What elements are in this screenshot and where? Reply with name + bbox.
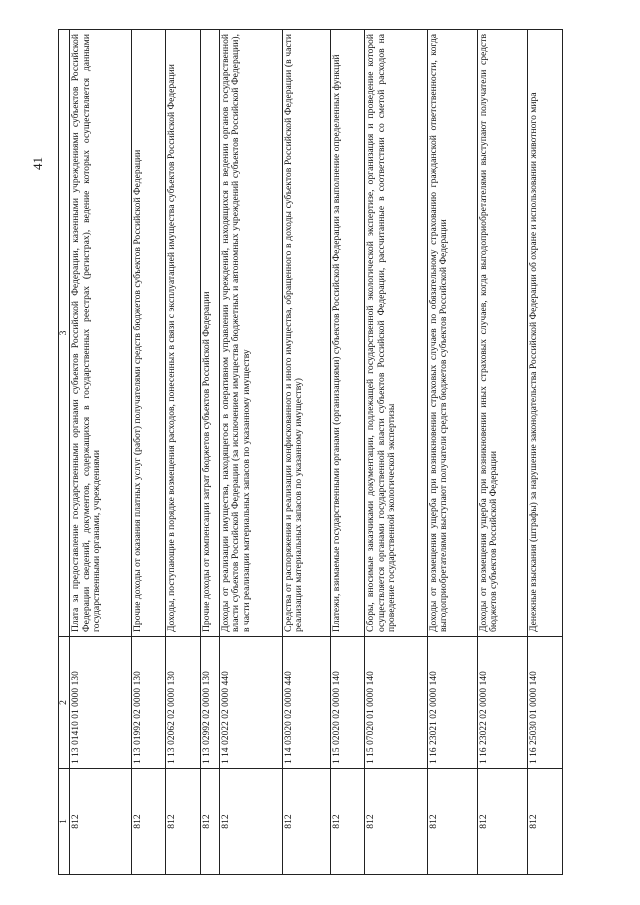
- revenue-name-cell: Платежи, взимаемые государственными органами (организациями) субъектов Российской Федерации за выполнение определенных функций: [330, 30, 365, 637]
- revenue-code-cell: 1 13 02062 02 0000 130: [166, 637, 201, 769]
- revenue-name-cell: Доходы, поступающие в порядке возмещения расходов, понесенных в связи с эксплуатацией имущества субъектов Российской Федерации: [166, 30, 201, 637]
- header-col-2: 2: [59, 637, 70, 769]
- table-row: [70, 30, 131, 875]
- table-row: [166, 30, 201, 875]
- revenue-codes-table: [58, 29, 563, 875]
- table-row: [131, 30, 166, 875]
- revenue-code-cell: 1 14 03020 02 0000 440: [282, 637, 330, 769]
- table-row: [201, 30, 220, 875]
- admin-code-cell: 812: [478, 769, 528, 875]
- revenue-name-cell: Доходы от возмещения ущерба при возникновении страховых случаев по обязательному страхованию гражданской ответственности, когда выгодоприобретателями выступают получатели средств бюджетов субъектов Российской Федерации: [427, 30, 477, 637]
- revenue-name-cell: Доходы от возмещения ущерба при возникновении иных страховых случаев, когда выгодоприобретателями выступают получатели средств бюджетов субъектов Российской Федерации: [478, 30, 528, 637]
- admin-code-cell: 812: [528, 769, 563, 875]
- table-row: [330, 30, 365, 875]
- revenue-code-cell: 1 16 25030 01 0000 140: [528, 637, 563, 769]
- header-col-3: 3: [59, 30, 70, 637]
- revenue-code-cell: 1 13 01992 02 0000 130: [131, 637, 166, 769]
- table-row: [528, 30, 563, 875]
- admin-code-cell: 812: [220, 769, 283, 875]
- revenue-name-cell: Средства от распоряжения и реализации конфискованного и иного имущества, обращенного в доходы субъектов Российской Федерации (в части реализации материальных запасов по указанному имуществу): [282, 30, 330, 637]
- header-col-1: 1: [59, 769, 70, 875]
- admin-code-cell: 812: [131, 769, 166, 875]
- revenue-code-cell: 1 15 02020 02 0000 140: [330, 637, 365, 769]
- table-row: [220, 30, 283, 875]
- admin-code-cell: 812: [166, 769, 201, 875]
- table-header-row: [59, 30, 70, 875]
- admin-code-cell: 812: [330, 769, 365, 875]
- revenue-name-cell: Доходы от реализации имущества, находящегося в оперативном управлении учреждений, находящихся в ведении органов государственной власти субъектов Российской Федерации (за исключением имущества бюджетных и автономных учреждений субъектов Российской Федерации), в части реализации материальных запасов по указанному имуществу: [220, 30, 283, 637]
- revenue-code-cell: 1 16 23022 02 0000 140: [478, 637, 528, 769]
- table-row: [478, 30, 528, 875]
- rotated-table-wrapper: [58, 30, 563, 875]
- revenue-name-cell: Сборы, вносимые заказчиками документации, подлежащей государственной экологической экспертизе, организация и проведение которой осуществляется органами государственной власти субъектов Российской Федерации, рассчитанные в соответствии со сметой расходов на проведение государственной экологической экспертизы: [365, 30, 428, 637]
- admin-code-cell: 812: [70, 769, 131, 875]
- admin-code-cell: 812: [427, 769, 477, 875]
- revenue-code-cell: 1 15 07020 01 0000 140: [365, 637, 428, 769]
- admin-code-cell: 812: [282, 769, 330, 875]
- page-number: 41: [30, 157, 45, 170]
- admin-code-cell: 812: [365, 769, 428, 875]
- revenue-code-cell: 1 16 23021 02 0000 140: [427, 637, 477, 769]
- table-row: [427, 30, 477, 875]
- table-row: [282, 30, 330, 875]
- revenue-name-cell: Денежные взыскания (штрафы) за нарушение законодательства Российской Федерации об охране и использовании животного мира: [528, 30, 563, 637]
- admin-code-cell: 812: [201, 769, 220, 875]
- revenue-code-cell: 1 13 02992 02 0000 130: [201, 637, 220, 769]
- revenue-code-cell: 1 14 02022 02 0000 440: [220, 637, 283, 769]
- revenue-name-cell: Плата за предоставление государственными органами субъектов Российской Федерации, казенными учреждениями субъектов Российской Федерации сведений, документов, содержащихся в государственных реестрах (регистрах), ведение которых осуществляется данными государственными органами, учреждениями: [70, 30, 131, 637]
- revenue-name-cell: Прочие доходы от компенсации затрат бюджетов субъектов Российской Федерации: [201, 30, 220, 637]
- table-row: [365, 30, 428, 875]
- revenue-code-cell: 1 13 01410 01 0000 130: [70, 637, 131, 769]
- revenue-name-cell: Прочие доходы от оказания платных услуг (работ) получателями средств бюджетов субъектов Российской Федерации: [131, 30, 166, 637]
